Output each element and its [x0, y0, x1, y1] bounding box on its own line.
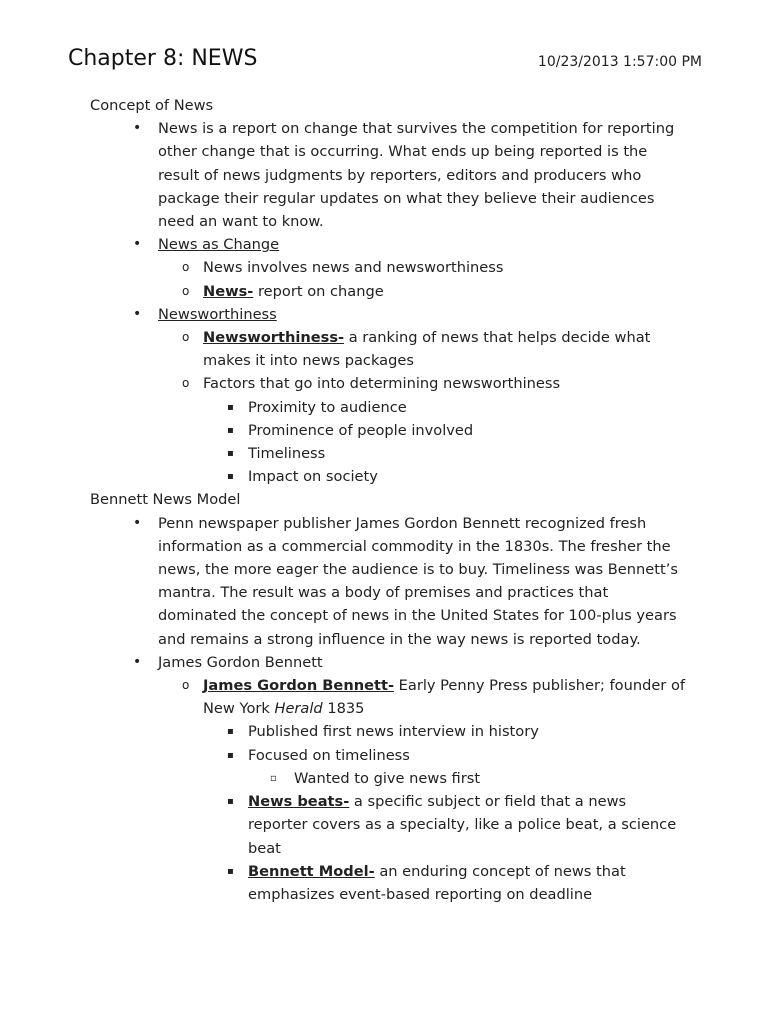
item-text: Wanted to give news first — [294, 769, 481, 787]
list-item — [90, 465, 690, 488]
timestamp: 10/23/2013 1:57:00 PM — [537, 54, 702, 70]
list-item — [90, 372, 690, 395]
concept-list — [90, 117, 690, 488]
factor-text: Proximity to audience — [248, 398, 407, 416]
bullet-marker: • — [133, 514, 142, 531]
section-title-concept: Concept of News — [90, 97, 214, 114]
definition-text: 1835 — [322, 700, 365, 718]
list-item — [90, 651, 690, 674]
definition-text: Early Penny Press publisher; founder of New York — [203, 677, 686, 718]
item-text: News involves news and newsworthiness — [203, 259, 504, 277]
list-item — [90, 674, 690, 720]
list-item — [90, 280, 690, 303]
square-marker: ▪ — [227, 448, 234, 460]
factor-text: Prominence of people involved — [248, 421, 474, 439]
list-item — [90, 233, 690, 256]
square-marker: ▪ — [227, 471, 234, 483]
page-header — [68, 46, 702, 80]
subheading-newsworthiness: Newsworthiness — [158, 305, 277, 323]
factor-text: Timeliness — [248, 445, 326, 463]
square-marker: ▪ — [227, 424, 234, 436]
square-marker: ▪ — [227, 796, 234, 808]
term-newsworthiness: Newsworthiness- — [203, 329, 345, 347]
square-marker: ▪ — [227, 401, 234, 413]
notes-content — [90, 94, 690, 906]
paragraph-text: Penn newspaper publisher James Gordon Bennett recognized fresh information as a commercial commodity in the 1830s. The fresher the news, the more eager the audience is to buy. Timeliness was Bennett’s mantra. The result was a body of premises and practices that dominated the concept of news in the United States for 100-plus years and remains a strong influence in the way news is reported today. — [158, 514, 678, 648]
definition-text: a specific subject or field that a news reporter covers as a specialty, like a police beat, a science beat — [248, 793, 677, 857]
paragraph-text: News is a report on change that survives the competition for reporting other change that is occurring. What ends up being reported is the result of news judgments by reporters, editors and producers who package their regular updates on what they believe their audiences need an want to know. — [158, 120, 675, 231]
definition-text: an enduring concept of news that emphasizes event-based reporting on deadline — [248, 862, 626, 903]
list-item — [90, 117, 690, 233]
term-news: News- — [203, 282, 254, 300]
item-text: Published first news interview in history — [248, 723, 539, 741]
circle-marker: o — [182, 678, 190, 693]
square-marker: ▪ — [227, 749, 234, 761]
subheading-news-as-change: News as Change — [158, 236, 280, 254]
list-item — [90, 720, 690, 743]
item-text: Focused on timeliness — [248, 746, 410, 764]
list-item — [90, 326, 690, 372]
list-item — [90, 396, 690, 419]
circle-marker: o — [182, 376, 190, 391]
list-item — [90, 442, 690, 465]
definition-text: a ranking of news that helps decide what makes it into news packages — [203, 329, 651, 370]
factor-text: Impact on society — [248, 468, 378, 486]
term-news-beats: News beats- — [248, 793, 350, 811]
list-item — [90, 303, 690, 326]
list-item — [90, 790, 690, 860]
circle-marker: o — [182, 330, 190, 345]
subheading-james-gordon-bennett: James Gordon Bennett — [158, 653, 323, 671]
list-item — [90, 744, 690, 767]
page-title: Chapter 8: NEWS — [68, 46, 258, 71]
square-marker: ▪ — [227, 726, 234, 738]
term-james-gordon-bennett: James Gordon Bennett- — [203, 677, 395, 695]
list-item — [90, 512, 690, 651]
circle-marker: o — [182, 283, 190, 298]
bullet-marker: • — [133, 305, 142, 322]
term-bennett-model: Bennett Model- — [248, 862, 375, 880]
square-marker: ▪ — [227, 865, 234, 877]
list-item — [90, 419, 690, 442]
item-text: Factors that go into determining newsworthiness — [203, 375, 561, 393]
bennett-list — [90, 512, 690, 906]
bullet-marker: • — [133, 236, 142, 253]
list-item — [90, 256, 690, 279]
bullet-marker: • — [133, 120, 142, 137]
newspaper-name: Herald — [274, 700, 323, 718]
circle-marker: o — [182, 260, 190, 275]
bullet-marker: • — [133, 653, 142, 670]
list-item — [90, 767, 690, 790]
section-title-bennett: Bennett News Model — [90, 491, 241, 509]
definition-text: report on change — [253, 282, 384, 300]
list-item — [90, 860, 690, 906]
hollow-square-marker: ▫ — [270, 772, 277, 784]
